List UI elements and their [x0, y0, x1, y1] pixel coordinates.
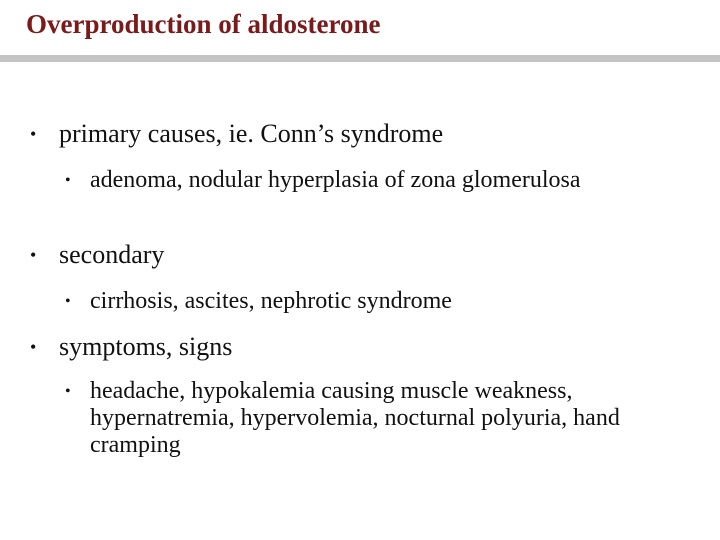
sub-bullet-text: cirrhosis, ascites, nephrotic syndrome: [90, 288, 452, 314]
bullet-item-secondary: [30, 241, 679, 269]
sub-bullet-item-adenoma: [65, 167, 630, 194]
bullet-item-primary-causes: [30, 120, 679, 148]
bullet-dot-icon: •: [65, 172, 71, 189]
slide-title: Overproduction of aldosterone: [26, 9, 381, 39]
bullet-text: symptoms, signs: [59, 332, 233, 361]
bullet-text: primary causes, ie. Conn’s syndrome: [59, 119, 444, 148]
bullet-dot-icon: •: [30, 337, 37, 357]
bullet-dot-icon: •: [65, 293, 71, 310]
sub-bullet-text: headache, hypokalemia causing muscle weakness, hypernatremia, hypervolemia, nocturnal polyuria, hand cramping: [90, 378, 620, 458]
bullet-text: secondary: [59, 240, 165, 269]
bullet-item-symptoms: [30, 333, 679, 361]
bullet-dot-icon: •: [65, 383, 71, 400]
sub-bullet-item-headache: [65, 378, 630, 459]
bullet-dot-icon: •: [30, 124, 37, 144]
sub-bullet-item-cirrhosis: [65, 288, 630, 315]
sub-bullet-text: adenoma, nodular hyperplasia of zona glomerulosa: [90, 167, 581, 193]
title-divider: [0, 55, 720, 62]
bullet-dot-icon: •: [30, 245, 37, 265]
